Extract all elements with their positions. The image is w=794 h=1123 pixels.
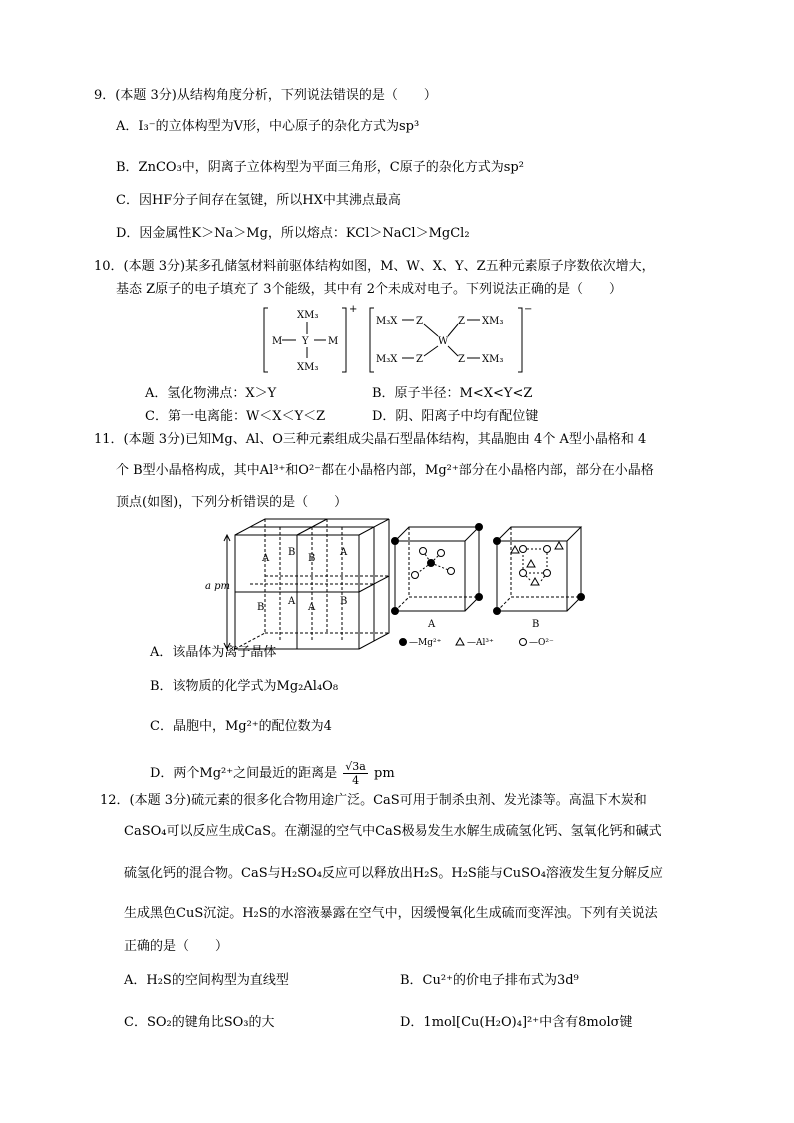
q10-option-a: A．氢化物沸点：X＞Y [145,386,277,401]
q10-cation-y: Y [302,336,309,347]
q11-cell-label-a3: A [288,596,296,607]
q11-legend-al: —Al³⁺ [467,638,494,648]
q10-anion-w: W [438,336,449,347]
q11-cell-label-a4: A [308,602,316,613]
q11-cell-label-b4: B [340,596,348,607]
q11-legend-mg: —Mg²⁺ [409,638,442,648]
q9-option-d: D．因金属性K＞Na＞Mg，所以熔点：KCl＞NaCl＞MgCl₂ [116,226,470,241]
q12-stem-line4: 生成黑色CuS沉淀。H₂S的水溶液暴露在空气中，因缓慢氧化生成硫而变浑浊。下列有关说法 [124,906,658,921]
q10-anion-z-br: Z [458,354,465,365]
q10-anion-z-tr: Z [458,316,465,327]
q11-option-c: C．晶胞中，Mg²⁺的配位数为4 [150,719,332,734]
q11-apm-label: a pm [205,581,231,592]
q11-option-d-fraction [343,760,368,787]
q12-option-b: B．Cu²⁺的价电子排布式为3d⁹ [400,973,579,988]
q11-option-d-numerator: √3a [345,760,366,773]
q11-cell-label-b3: B [257,602,265,613]
q10-cation-m-right: M [328,336,339,347]
q11-stem-line1: 11．(本题 3分)已知Mg、Al、O三种元素组成尖晶石型晶体结构，其晶胞由 4个 A型小晶格和 4 [94,432,647,447]
q10-cation-m-left: M [272,336,283,347]
q10-stem-line2: 基态 Z原子的电子填充了 3个能级，其中有 2个未成对电子。下列说法正确的是（ ） [116,282,622,297]
q11-subcell-b-label: B [532,619,540,630]
q10-charge-minus: − [524,304,533,315]
q11-option-d-unit: pm [374,766,395,781]
q12-stem-line3: 硫氢化钙的混合物。CaS与H₂SO₄反应可以释放出H₂S。H₂S能与CuSO₄溶液发生复分解反应 [124,866,663,881]
q11-stem-line3: 顶点(如图)，下列分析错误的是（ ） [116,495,348,510]
q10-anion-z-bl: Z [416,354,423,365]
q11-option-d [150,760,395,787]
q12-stem-line5: 正确的是（ ） [124,939,229,954]
q10-anion-m3x-bottom: M₃X [376,354,398,365]
q10-anion-xm3-tr: XM₃ [482,316,504,327]
q12-option-c: C．SO₂的键角比SO₃的大 [124,1015,275,1030]
q11-legend-o: —O²⁻ [529,638,554,648]
q11-cell-label-a1: A [262,553,270,564]
q10-anion-z-tl: Z [416,316,423,327]
q10-cation-xm3-top: XM₃ [297,310,319,321]
q12-option-a: A．H₂S的空间构型为直线型 [124,973,289,988]
q9-option-a: A．I₃⁻的立体构型为V形，中心原子的杂化方式为sp³ [116,119,420,134]
q11-stem-line2: 个 B型小晶格构成，其中Al³⁺和O²⁻都在小晶格内部，Mg²⁺部分在小晶格内部，部分在小晶格 [116,463,654,478]
q12-stem-line2: CaSO₄可以反应生成CaS。在潮湿的空气中CaS极易发生水解生成硫氢化钙、氢氧化钙和碱式 [124,824,662,839]
q11-cell-label-a2: A [340,547,348,558]
q11-option-a: A．该晶体为离子晶体 [150,645,277,660]
q10-charge-plus: + [349,304,358,315]
q10-option-c: C．第一电离能：W＜X＜Y＜Z [145,409,326,424]
q11-option-d-text: D．两个Mg²⁺之间最近的距离是 [150,766,338,781]
q9-stem: 9．(本题 3分)从结构角度分析，下列说法错误的是（ ） [94,88,437,103]
q9-option-c: C．因HF分子间存在氢键，所以HX中其沸点最高 [116,193,401,208]
q10-structure-figure [262,300,542,380]
q12-stem-line1: 12．(本题 3分)硫元素的很多化合物用途广泛。CaS可用于制杀虫剂、发光漆等。高温下木炭和 [100,793,647,808]
q12-option-d: D．1mol[Cu(H₂O)₄]²⁺中含有8molσ键 [400,1015,633,1030]
q11-spinel-figure [205,515,605,660]
q11-option-d-denominator: 4 [352,774,360,787]
q10-anion-m3x-top: M₃X [376,316,398,327]
q11-cell-label-b2: B [308,553,316,564]
q10-stem-line1: 10．(本题 3分)某多孔储氢材料前驱体结构如图，M、W、X、Y、Z五种元素原子序数依次增大， [94,259,655,274]
q9-option-b: B．ZnCO₃中，阴离子立体构型为平面三角形，C原子的杂化方式为sp² [116,160,524,175]
q10-cation-xm3-bottom: XM₃ [297,362,319,373]
q11-cell-label-b1: B [288,547,296,558]
q10-anion-xm3-br: XM₃ [482,354,504,365]
q10-option-b: B．原子半径：M<X<Y<Z [372,386,533,401]
q10-option-d: D．阴、阳离子中均有配位键 [372,409,539,424]
q11-subcell-a-label: A [428,619,436,630]
q11-option-b: B．该物质的化学式为Mg₂Al₄O₈ [150,679,339,694]
